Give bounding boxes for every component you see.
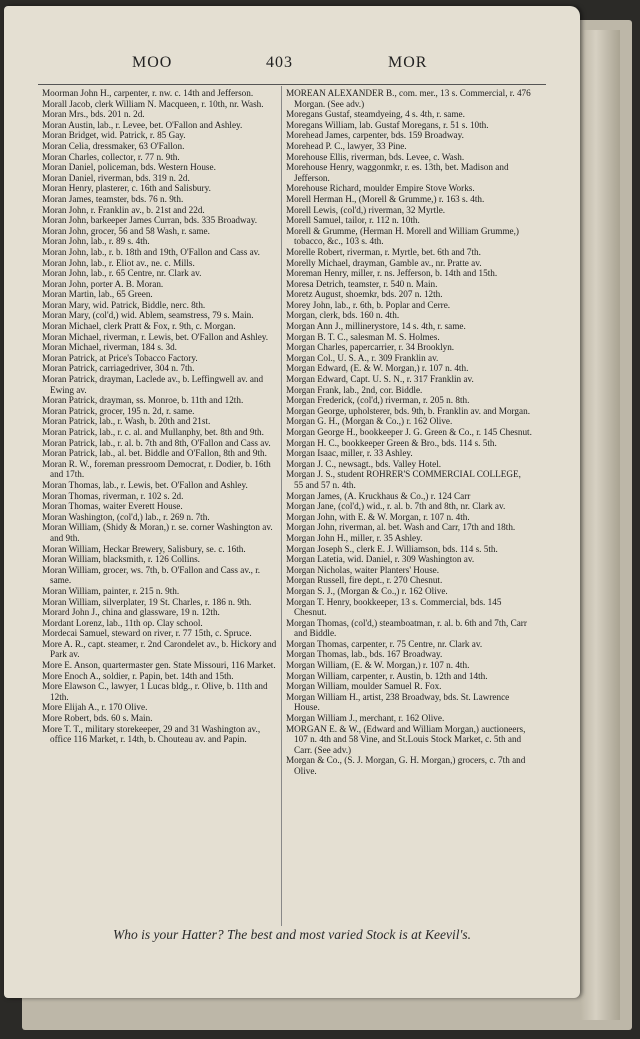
directory-entry: Morell Samuel, tailor, r. 112 n. 10th.: [286, 215, 420, 226]
directory-page: [4, 6, 580, 998]
directory-entry: Moran R. W., foreman pressroom Democrat, r. Dodier, b. 16th and 17th.: [42, 458, 271, 480]
directory-entry: Morey John, lab., r. 6th, b. Poplar and Cerre.: [286, 299, 451, 310]
directory-entry: Moran John, barkeeper James Curran, bds. 335 Broadway.: [42, 215, 257, 226]
directory-entry: Morgan William H., artist, 238 Broadway, bds. St. Lawrence House.: [286, 691, 510, 713]
header-rule: [38, 84, 546, 85]
directory-entry: Morgan William, (E. & W. Morgan,) r. 107 n. 4th.: [286, 660, 470, 671]
directory-entry: Moran Thomas, waiter Everett House.: [42, 501, 183, 512]
directory-entry: Moregans Gustaf, steamdyeing, 4 s. 4th, r. same.: [286, 109, 465, 120]
directory-entry: Morgan James, (A. Kruckhaus & Co.,) r. 124 Carr: [286, 490, 471, 501]
page-number: 403: [266, 54, 293, 71]
directory-entry: Morgan H. C., bookkeeper Green & Bro., bds. 114 s. 5th.: [286, 437, 497, 448]
directory-entry: Moran Martin, lab., 65 Green.: [42, 289, 153, 300]
directory-entry: Moran John, grocer, 56 and 58 Wash, r. same.: [42, 225, 210, 236]
directory-entry: Morgan George H., bookkeeper J. G. Green & Co., r. 145 Chesnut.: [286, 427, 532, 437]
directory-entry: Morgan William J., merchant, r. 162 Olive.: [286, 713, 445, 724]
header-left: MOO: [132, 54, 173, 71]
directory-entry: Moreman Henry, miller, r. ns. Jefferson, b. 14th and 15th.: [286, 268, 498, 279]
directory-entry: Moran Thomas, lab., r. Lewis, bet. O'Fallon and Ashley.: [42, 479, 248, 490]
directory-entry: Moran Michael, riverman, 184 s. 3d.: [42, 342, 177, 353]
directory-entry: Morgan J. S., student ROHRER'S COMMERCIAL COLLEGE, 55 and 57 n. 4th.: [286, 469, 521, 490]
directory-entry: Morgan Thomas, carpenter, r. 75 Centre, nr. Clark av.: [286, 638, 483, 649]
directory-entry: Morgan Charles, papercarrier, r. 34 Brooklyn.: [286, 342, 455, 353]
directory-entry: Morgan Thomas, lab., bds. 167 Broadway.: [286, 649, 443, 660]
directory-entry: Morgan Frederick, (col'd,) riverman, r. 205 n. 8th.: [286, 395, 470, 406]
directory-entry: Morgan & Co., (S. J. Morgan, G. H. Morgan,) grocers, c. 7th and Olive.: [286, 755, 526, 776]
directory-entry: Moran Austin, lab., r. Levee, bet. O'Fallon and Ashley.: [42, 119, 243, 130]
directory-entry: Moran John, r. Franklin av., b. 21st and 22d.: [42, 204, 205, 215]
directory-entry: More E. Anson, quartermaster gen. State Missouri, 116 Market.: [42, 660, 276, 671]
directory-entry: Morgan William, carpenter, r. Austin, b. 12th and 14th.: [286, 670, 488, 681]
directory-entry: MORGAN E. & W., (Edward and William Morgan,) auctioneers, 107 n. 4th and 58 Vine, and St.Louis Stock Market, c. 5th and Carr. (See adv.): [286, 723, 526, 755]
directory-entry: Morgan John, with E. & W. Morgan, r. 107 n. 4th.: [286, 511, 470, 522]
page-edge: [580, 30, 620, 1020]
directory-entry: Morgan Joseph S., clerk E. J. Williamson, bds. 114 s. 5th.: [286, 543, 498, 554]
directory-entry: Morgan Frank, lab., 2nd, cor. Biddle.: [286, 384, 423, 395]
directory-entry: More Robert, bds. 60 s. Main.: [42, 713, 153, 724]
directory-entry: Moran John, lab., r. 89 s. 4th.: [42, 236, 150, 247]
directory-entry: Morehead P. C., lawyer, 33 Pine.: [286, 140, 407, 151]
directory-entry: Moran Patrick, drayman, ss. Monroe, b. 11th and 12th.: [42, 395, 244, 406]
directory-entry: Moran William, silverplater, 19 St. Charles, r. 186 n. 9th.: [42, 596, 252, 607]
directory-entry: Morell & Grumme, (Herman H. Morell and William Grumme,) tobacco, &c., 103 s. 4th.: [286, 225, 519, 247]
directory-entry: Moran James, teamster, bds. 76 n. 9th.: [42, 193, 184, 204]
directory-entry: Morelle Robert, riverman, r. Myrtle, bet. 6th and 7th.: [286, 246, 481, 257]
directory-entry: Moran Celia, dressmaker, 63 O'Fallon.: [42, 140, 185, 151]
directory-entry: Moran William, blacksmith, r. 126 Collins.: [42, 554, 200, 565]
directory-entry: Moran Patrick, carriagedriver, 304 n. 7th.: [42, 363, 195, 374]
directory-entry: Morgan T. Henry, bookkeeper, 13 s. Commercial, bds. 145 Chesnut.: [286, 596, 502, 618]
directory-entry: More Enoch A., soldier, r. Papin, bet. 14th and 15th.: [42, 670, 234, 681]
directory-entry: Morgan Edward, (E. & W. Morgan,) r. 107 n. 4th.: [286, 363, 469, 374]
directory-entry: Moran John, lab., r. Eliot av., ne. c. Mills.: [42, 257, 195, 268]
directory-entry: Morehouse Ellis, riverman, bds. Levee, c. Wash.: [286, 151, 465, 162]
directory-entry: Morgan Edward, Capt. U. S. N., r. 317 Franklin av.: [286, 374, 474, 385]
directory-entry: Moran Michael, riverman, r. Lewis, bet. O'Fallon and Ashley.: [42, 331, 269, 342]
directory-entry: More Elijah A., r. 170 Olive.: [42, 702, 148, 713]
directory-entry: Morelly Michael, drayman, Gamble av., nr. Pratte av.: [286, 257, 482, 268]
directory-entry: Moran Patrick, lab., r. c. al. and Mullanphy, bet. 8th and 9th.: [42, 427, 264, 437]
directory-entry: Moran Mrs., bds. 201 n. 2d.: [42, 109, 145, 120]
directory-entry: Morall Jacob, clerk William N. Macqueen, r. 10th, nr. Wash.: [42, 98, 264, 109]
header-right: MOR: [388, 54, 428, 71]
directory-entry: Moran Patrick, at Price's Tobacco Factory.: [42, 352, 198, 363]
directory-entry: Morgan Jane, (col'd,) wid., r. al. b. 7th and 8th, nr. Clark av.: [286, 501, 506, 512]
directory-entry: Morgan B. T. C., salesman M. S. Holmes.: [286, 331, 440, 342]
directory-entry: Morgan John H., miller, r. 35 Ashley.: [286, 532, 423, 543]
directory-entry: Morgan G. H., (Morgan & Co.,) r. 162 Olive.: [286, 416, 453, 427]
directory-entry: More Elawson C., lawyer, 1 Lucas bldg., r. Olive, b. 11th and 12th.: [42, 681, 268, 702]
directory-entry: Mordecai Samuel, steward on river, r. 77 15th, c. Spruce.: [42, 628, 252, 639]
directory-entry: Moran William, grocer, ws. 7th, b. O'Fallon and Cass av., r. same.: [42, 564, 261, 586]
directory-entry: Moran Daniel, policeman, bds. Western House.: [42, 162, 216, 173]
directory-entry: Morgan John, riverman, al. bet. Wash and Carr, 17th and 18th.: [286, 522, 516, 533]
directory-entry: Moregans William, lab. Gustaf Moregans, r. 51 s. 10th.: [286, 119, 489, 130]
directory-entry: Morgan Isaac, miller, r. 33 Ashley.: [286, 448, 413, 459]
directory-entry: Moran Charles, collector, r. 77 n. 9th.: [42, 151, 180, 162]
directory-entry: Moran Patrick, grocer, 195 n. 2d, r. same.: [42, 405, 195, 416]
page-header: [4, 54, 580, 78]
directory-entry: Moran Patrick, drayman, Laclede av., b. Leffingwell av. and Ewing av.: [42, 374, 264, 395]
directory-entry: Morgan Thomas, (col'd,) steamboatman, r. al. b. 6th and 7th, Carr and Biddle.: [286, 617, 527, 639]
footer-advert: Who is your Hatter? The best and most varied Stock is at Keevil's.: [113, 927, 471, 942]
directory-entry: Moran Daniel, riverman, bds. 319 n. 2d.: [42, 172, 190, 183]
directory-entry: Moretz August, shoemkr, bds. 207 n. 12th.: [286, 289, 443, 300]
directory-entry: Moran Washington, (col'd,) lab., r. 269 n. 7th.: [42, 511, 210, 522]
directory-entry: Morell Herman H., (Morell & Grumme,) r. 163 s. 4th.: [286, 193, 485, 204]
directory-entry: Morgan Col., U. S. A., r. 309 Franklin av.: [286, 352, 439, 363]
directory-entry: Morell Lewis, (col'd,) riverman, 32 Myrtle.: [286, 204, 446, 215]
right-column: [286, 88, 532, 777]
directory-entry: Moran John, porter A. B. Moran.: [42, 278, 164, 289]
directory-entry: Moran Patrick, lab., r. Wash, b. 20th and 21st.: [42, 416, 211, 427]
directory-entry: Moran John, lab., r. 65 Centre, nr. Clark av.: [42, 268, 202, 279]
directory-entry: Morgan J. C., newsagt., bds. Valley Hotel.: [286, 458, 442, 469]
directory-entry: Moran John, lab., r. b. 18th and 19th, O'Fallon and Cass av.: [42, 246, 260, 257]
directory-entry: Morehead James, carpenter, bds. 159 Broadway.: [286, 130, 464, 141]
left-column: [42, 88, 282, 745]
directory-entry: Mordant Lorenz, lab., 11th op. Clay school.: [42, 617, 203, 628]
directory-entry: Morgan Ann J., millinerystore, 14 s. 4th, r. same.: [286, 321, 466, 332]
directory-entry: Moran William, Heckar Brewery, Salisbury, se. c. 16th.: [42, 543, 246, 554]
directory-entry: Morgan William, moulder Samuel R. Fox.: [286, 681, 442, 692]
directory-entry: Morgan Nicholas, waiter Planters' House.: [286, 564, 440, 575]
directory-entry: Morehouse Richard, moulder Empire Stove Works.: [286, 183, 475, 194]
directory-entry: Morgan Russell, fire dept., r. 270 Chesnut.: [286, 575, 443, 586]
directory-entry: More T. T., military storekeeper, 29 and 31 Washington av., office 116 Market, r. 14th, b. Chouteau av. and Papin.: [42, 723, 261, 745]
directory-entry: Moran Patrick, lab., al. bet. Biddle and O'Fallon, 8th and 9th.: [42, 448, 267, 459]
directory-entry: Moorman John H., carpenter, r. nw. c. 14th and Jefferson.: [42, 88, 254, 98]
directory-entry: Moran Mary, wid. Patrick, Biddle, nerc. 8th.: [42, 299, 206, 310]
directory-entry: Moran Mary, (col'd,) wid. Ablem, seamstress, 79 s. Main.: [42, 310, 254, 321]
directory-entry: Moran Michael, clerk Pratt & Fox, r. 9th, c. Morgan.: [42, 321, 236, 332]
directory-entry: Morgan Latetia, wid. Daniel, r. 309 Washington av.: [286, 554, 475, 565]
directory-entry: Moran Thomas, riverman, r. 102 s. 2d.: [42, 490, 184, 501]
directory-entry: Morehouse Henry, waggonmkr, r. es. 13th, bet. Madison and Jefferson.: [286, 162, 509, 183]
directory-entry: Moresa Detrich, teamster, r. 540 n. Main.: [286, 278, 438, 289]
directory-entry: Moran Patrick, lab., r. al. b. 7th and 8th, O'Fallon and Cass av.: [42, 437, 271, 448]
directory-entry: MOREAN ALEXANDER B., com. mer., 13 s. Commercial, r. 476 Morgan. (See adv.): [286, 88, 531, 109]
directory-entry: Morard John J., china and glassware, 19 n. 12th.: [42, 607, 220, 618]
directory-entry: Moran William, painter, r. 215 n. 9th.: [42, 585, 180, 596]
directory-entry: Moran Bridget, wid. Patrick, r. 85 Gay.: [42, 130, 186, 141]
directory-entry: Morgan S. J., (Morgan & Co.,) r. 162 Olive.: [286, 585, 448, 596]
directory-entry: Moran William, (Shidy & Moran,) r. se. corner Washington av. and 9th.: [42, 522, 273, 543]
directory-entry: Morgan George, upholsterer, bds. 9th, b. Franklin av. and Morgan.: [286, 405, 530, 416]
directory-entry: Moran Henry, plasterer, c. 16th and Salisbury.: [42, 183, 211, 194]
directory-entry: Morgan, clerk, bds. 160 n. 4th.: [286, 310, 400, 321]
directory-entry: More A. R., capt. steamer, r. 2nd Carondelet av., b. Hickory and Park av.: [42, 638, 277, 660]
